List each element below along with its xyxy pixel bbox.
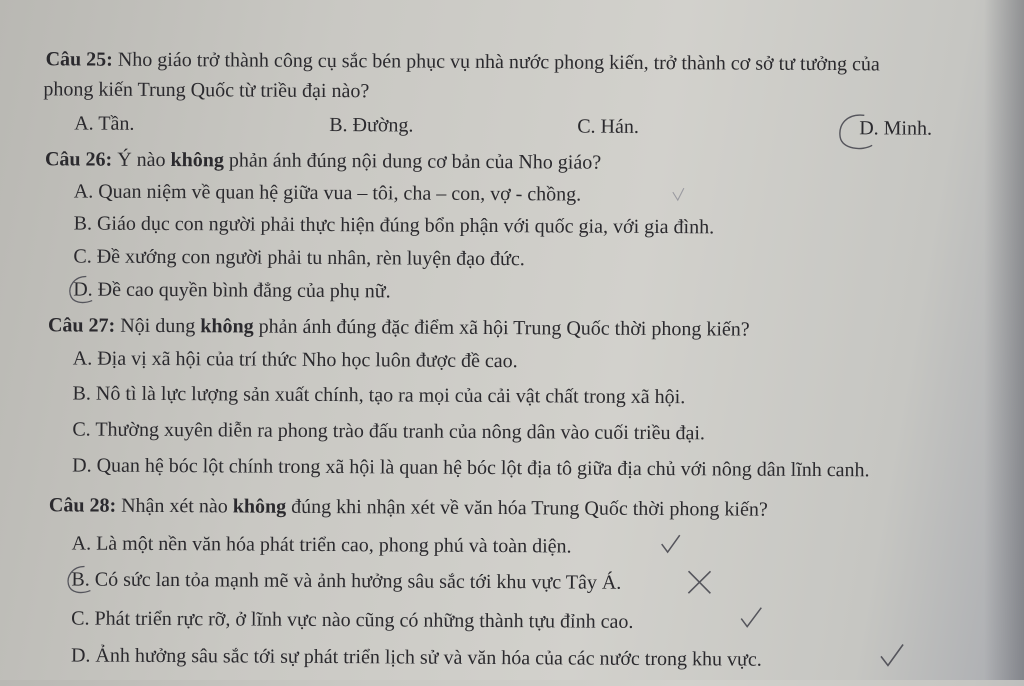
option-a: A. Địa vị xã hội của trí thức Nho học luôn được đề cao. bbox=[72, 347, 518, 373]
check-mark-icon bbox=[671, 186, 687, 204]
question-text: Nho giáo trở thành công cụ sắc bén phục vụ nhà nước phong kiến, trở thành cơ sở tư tưởng của bbox=[117, 48, 880, 76]
option-b: B. Có sức lan tỏa mạnh mẽ và ảnh hưởng sâu sắc tới khu vực Tây Á. bbox=[71, 568, 622, 594]
answer-circle-mark bbox=[62, 562, 102, 596]
option-b: B. Nô tì là lực lượng sản xuất chính, tạo ra mọi của cải vật chất trong xã hội. bbox=[72, 382, 686, 409]
option-c: C. Thường xuyên diễn ra phong trào đấu tranh của nông dân vào cuối triều đại. bbox=[72, 418, 705, 445]
question-26 bbox=[45, 146, 601, 175]
cross-mark-icon bbox=[684, 567, 714, 597]
option-d: D. Minh. bbox=[859, 117, 933, 140]
question-text-pre: Nội dung bbox=[120, 314, 196, 338]
question-27 bbox=[48, 312, 750, 342]
question-text-pre: Ý nào bbox=[117, 148, 166, 172]
option-d: D. Đề cao quyền bình đẳng của phụ nữ. bbox=[73, 278, 391, 303]
answer-circle-mark bbox=[834, 109, 884, 153]
option-c: C. Đề xướng con người phải tu nhân, rèn luyện đạo đức. bbox=[73, 245, 525, 271]
question-text-line2: phong kiến Trung Quốc từ triều đại nào? bbox=[43, 78, 370, 103]
option-a: A. Là một nền văn hóa phát triển cao, phong phú và toàn diện. bbox=[71, 532, 572, 558]
check-mark-icon bbox=[659, 532, 683, 556]
option-b: B. Giáo dục con người phải thực hiện đúng bổn phận với quốc gia, với gia đình. bbox=[73, 212, 715, 239]
question-text-post: phản ánh đúng đặc điểm xã hội Trung Quốc thời phong kiến? bbox=[258, 315, 750, 341]
option-d: D. Quan hệ bóc lột chính trong xã hội là quan hệ bóc lột địa tô giữa địa chủ với nông dân lĩnh canh. bbox=[72, 454, 870, 482]
question-text-post: phản ánh đúng nội dung cơ bản của Nho giáo? bbox=[228, 149, 602, 174]
question-emphasis: không bbox=[200, 315, 254, 338]
question-emphasis: không bbox=[232, 495, 287, 518]
option-c: C. Hán. bbox=[577, 115, 639, 138]
question-number: Câu 28: bbox=[48, 494, 117, 517]
answer-circle-mark bbox=[64, 272, 104, 306]
question-number: Câu 25: bbox=[45, 48, 113, 71]
question-25-line2 bbox=[43, 76, 369, 104]
question-emphasis: không bbox=[170, 149, 225, 172]
question-number: Câu 27: bbox=[47, 314, 116, 337]
question-text-post: đúng khi nhận xét về văn hóa Trung Quốc thời phong kiến? bbox=[291, 495, 768, 521]
option-a: A. Quan niệm về quan hệ giữa vua – tôi, cha – con, vợ - chồng. bbox=[73, 180, 582, 206]
question-number: Câu 26: bbox=[44, 148, 113, 171]
check-mark-icon bbox=[878, 641, 906, 669]
question-25 bbox=[46, 46, 1006, 78]
check-mark-icon bbox=[738, 605, 764, 631]
question-text-pre: Nhận xét nào bbox=[121, 494, 228, 518]
option-b: B. Đường. bbox=[329, 114, 414, 137]
option-d: D. Ảnh hưởng sâu sắc tới sự phát triển lịch sử và văn hóa của các nước trong khu vực. bbox=[70, 644, 762, 671]
option-a: A. Tần. bbox=[74, 112, 135, 135]
question-28 bbox=[49, 492, 768, 522]
page-edge-shadow bbox=[984, 0, 1024, 680]
option-c: C. Phát triển rực rỡ, ở lĩnh vực nào cũng có những thành tựu đỉnh cao. bbox=[71, 607, 634, 633]
